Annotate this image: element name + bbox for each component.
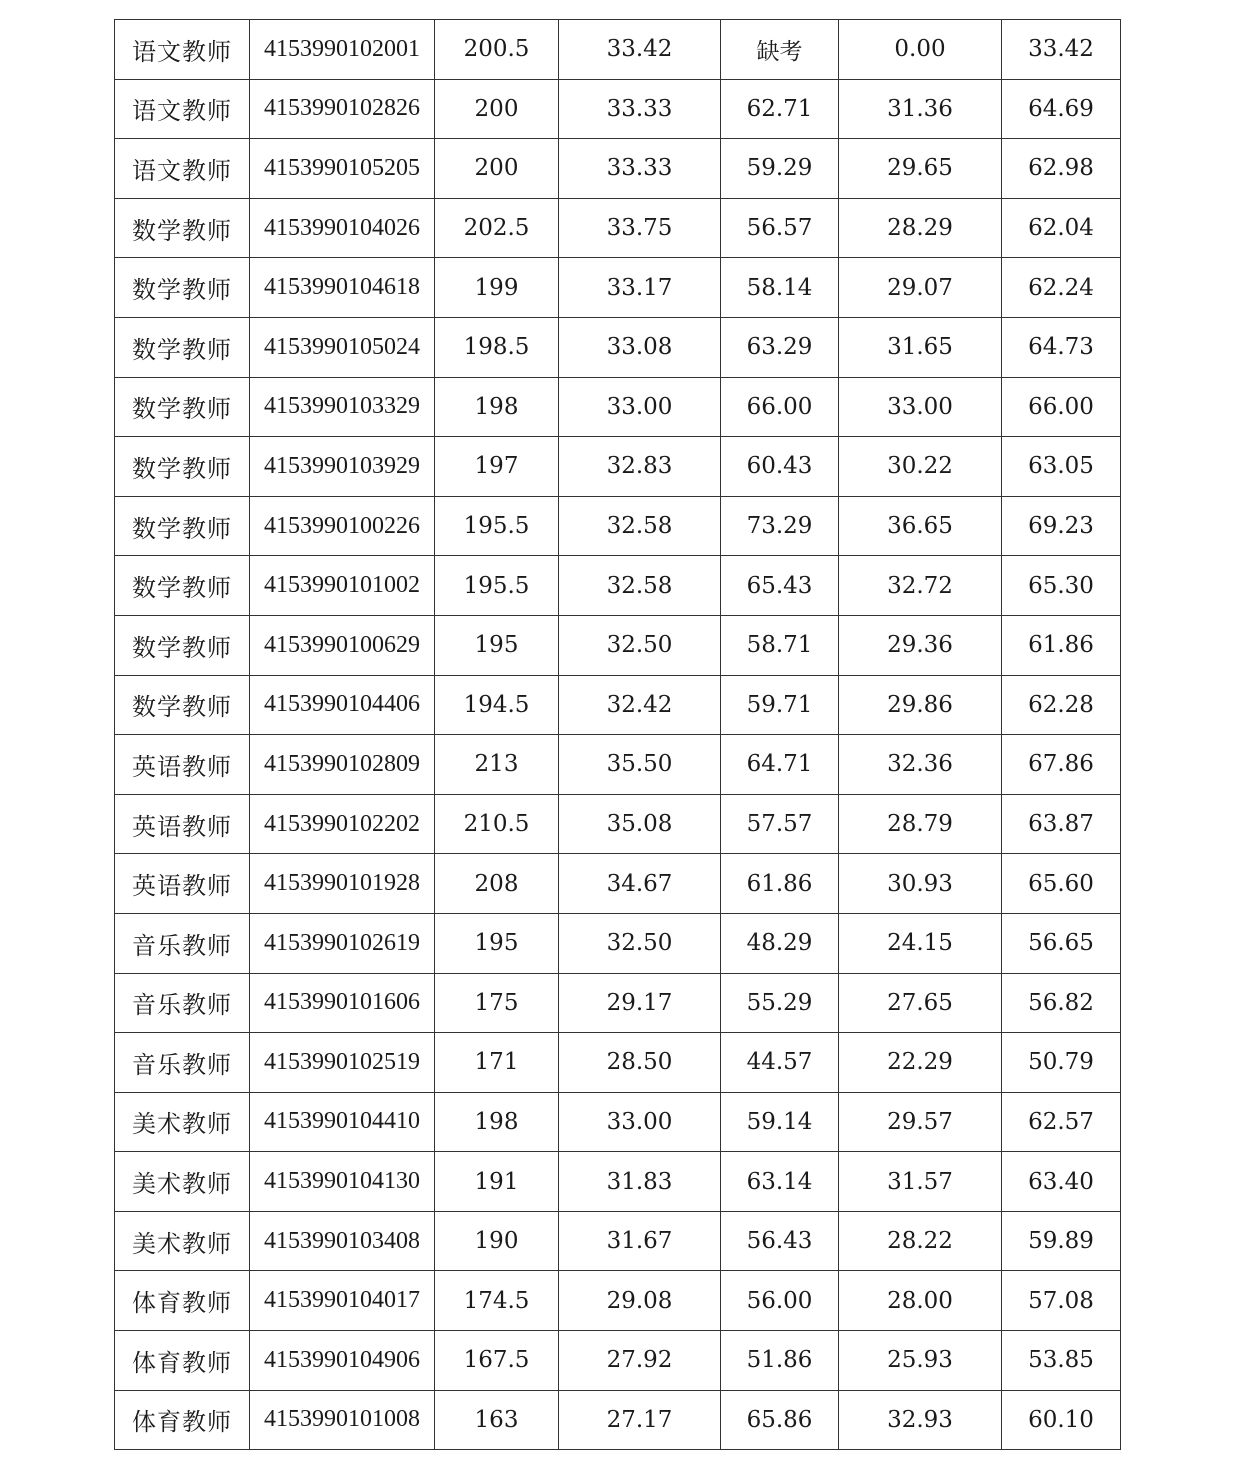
ticket-number-cell: 4153990101928 <box>250 854 435 914</box>
total-score-cell: 65.60 <box>1002 854 1121 914</box>
ticket-number-cell: 4153990103408 <box>250 1211 435 1271</box>
written-score-cell: 213 <box>435 735 559 795</box>
table-row <box>115 675 1121 735</box>
total-score-cell: 63.40 <box>1002 1152 1121 1212</box>
written-score-cell: 199 <box>435 258 559 318</box>
interview-weighted-cell: 22.29 <box>839 1033 1002 1093</box>
written-weighted-cell: 31.67 <box>559 1211 721 1271</box>
total-score-cell: 33.42 <box>1002 20 1121 80</box>
interview-weighted-cell: 28.79 <box>839 794 1002 854</box>
table-row <box>115 377 1121 437</box>
ticket-number-cell: 4153990100629 <box>250 615 435 675</box>
interview-weighted-cell: 29.36 <box>839 615 1002 675</box>
ticket-number-cell: 4153990104410 <box>250 1092 435 1152</box>
ticket-number-cell: 4153990105024 <box>250 317 435 377</box>
table-row <box>115 1152 1121 1212</box>
score-table-body <box>115 20 1121 1450</box>
written-weighted-cell: 32.42 <box>559 675 721 735</box>
total-score-cell: 67.86 <box>1002 735 1121 795</box>
interview-score-cell: 55.29 <box>721 973 839 1033</box>
interview-score-cell: 44.57 <box>721 1033 839 1093</box>
written-score-cell: 210.5 <box>435 794 559 854</box>
total-score-cell: 59.89 <box>1002 1211 1121 1271</box>
position-cell: 数学教师 <box>115 496 250 556</box>
written-score-cell: 167.5 <box>435 1331 559 1391</box>
written-weighted-cell: 32.58 <box>559 496 721 556</box>
ticket-number-cell: 4153990101606 <box>250 973 435 1033</box>
written-weighted-cell: 32.50 <box>559 913 721 973</box>
written-score-cell: 200 <box>435 79 559 139</box>
position-cell: 数学教师 <box>115 556 250 616</box>
table-row <box>115 913 1121 973</box>
written-weighted-cell: 32.58 <box>559 556 721 616</box>
written-weighted-cell: 35.50 <box>559 735 721 795</box>
total-score-cell: 64.73 <box>1002 317 1121 377</box>
written-score-cell: 202.5 <box>435 198 559 258</box>
ticket-number-cell: 4153990104906 <box>250 1331 435 1391</box>
interview-weighted-cell: 32.72 <box>839 556 1002 616</box>
position-cell: 数学教师 <box>115 258 250 318</box>
interview-score-cell: 缺考 <box>721 20 839 80</box>
written-weighted-cell: 29.17 <box>559 973 721 1033</box>
interview-score-cell: 66.00 <box>721 377 839 437</box>
written-score-cell: 174.5 <box>435 1271 559 1331</box>
written-score-cell: 200 <box>435 139 559 199</box>
written-score-cell: 195 <box>435 913 559 973</box>
ticket-number-cell: 4153990102619 <box>250 913 435 973</box>
written-weighted-cell: 33.33 <box>559 139 721 199</box>
position-cell: 英语教师 <box>115 794 250 854</box>
interview-weighted-cell: 28.22 <box>839 1211 1002 1271</box>
position-cell: 音乐教师 <box>115 973 250 1033</box>
interview-weighted-cell: 29.07 <box>839 258 1002 318</box>
table-row <box>115 317 1121 377</box>
written-score-cell: 198.5 <box>435 317 559 377</box>
interview-score-cell: 63.29 <box>721 317 839 377</box>
written-weighted-cell: 31.83 <box>559 1152 721 1212</box>
written-weighted-cell: 33.75 <box>559 198 721 258</box>
written-weighted-cell: 28.50 <box>559 1033 721 1093</box>
written-score-cell: 190 <box>435 1211 559 1271</box>
interview-score-cell: 63.14 <box>721 1152 839 1212</box>
interview-weighted-cell: 36.65 <box>839 496 1002 556</box>
position-cell: 体育教师 <box>115 1390 250 1450</box>
table-row <box>115 437 1121 497</box>
interview-weighted-cell: 29.86 <box>839 675 1002 735</box>
table-row <box>115 1092 1121 1152</box>
table-row <box>115 735 1121 795</box>
position-cell: 体育教师 <box>115 1271 250 1331</box>
table-row <box>115 854 1121 914</box>
interview-score-cell: 48.29 <box>721 913 839 973</box>
interview-weighted-cell: 30.22 <box>839 437 1002 497</box>
written-score-cell: 195.5 <box>435 556 559 616</box>
ticket-number-cell: 4153990103929 <box>250 437 435 497</box>
written-score-cell: 197 <box>435 437 559 497</box>
table-row <box>115 20 1121 80</box>
interview-weighted-cell: 29.57 <box>839 1092 1002 1152</box>
written-weighted-cell: 33.00 <box>559 377 721 437</box>
table-row <box>115 1271 1121 1331</box>
written-score-cell: 208 <box>435 854 559 914</box>
table-row <box>115 1033 1121 1093</box>
interview-weighted-cell: 31.57 <box>839 1152 1002 1212</box>
interview-weighted-cell: 0.00 <box>839 20 1002 80</box>
ticket-number-cell: 4153990100226 <box>250 496 435 556</box>
interview-score-cell: 65.86 <box>721 1390 839 1450</box>
interview-score-cell: 56.00 <box>721 1271 839 1331</box>
written-score-cell: 171 <box>435 1033 559 1093</box>
total-score-cell: 60.10 <box>1002 1390 1121 1450</box>
written-score-cell: 194.5 <box>435 675 559 735</box>
total-score-cell: 69.23 <box>1002 496 1121 556</box>
total-score-cell: 66.00 <box>1002 377 1121 437</box>
total-score-cell: 64.69 <box>1002 79 1121 139</box>
position-cell: 数学教师 <box>115 377 250 437</box>
table-row <box>115 79 1121 139</box>
interview-weighted-cell: 29.65 <box>839 139 1002 199</box>
position-cell: 美术教师 <box>115 1092 250 1152</box>
written-score-cell: 163 <box>435 1390 559 1450</box>
ticket-number-cell: 4153990103329 <box>250 377 435 437</box>
interview-score-cell: 65.43 <box>721 556 839 616</box>
position-cell: 美术教师 <box>115 1211 250 1271</box>
table-row <box>115 973 1121 1033</box>
interview-score-cell: 51.86 <box>721 1331 839 1391</box>
interview-weighted-cell: 30.93 <box>839 854 1002 914</box>
table-row <box>115 258 1121 318</box>
ticket-number-cell: 4153990104406 <box>250 675 435 735</box>
total-score-cell: 56.65 <box>1002 913 1121 973</box>
table-row <box>115 1390 1121 1450</box>
position-cell: 音乐教师 <box>115 913 250 973</box>
interview-score-cell: 59.14 <box>721 1092 839 1152</box>
written-weighted-cell: 33.42 <box>559 20 721 80</box>
position-cell: 音乐教师 <box>115 1033 250 1093</box>
written-weighted-cell: 32.50 <box>559 615 721 675</box>
written-score-cell: 175 <box>435 973 559 1033</box>
written-score-cell: 198 <box>435 377 559 437</box>
position-cell: 英语教师 <box>115 735 250 795</box>
written-score-cell: 198 <box>435 1092 559 1152</box>
table-row <box>115 1331 1121 1391</box>
total-score-cell: 50.79 <box>1002 1033 1121 1093</box>
ticket-number-cell: 4153990104130 <box>250 1152 435 1212</box>
interview-weighted-cell: 31.65 <box>839 317 1002 377</box>
interview-score-cell: 61.86 <box>721 854 839 914</box>
ticket-number-cell: 4153990102202 <box>250 794 435 854</box>
total-score-cell: 57.08 <box>1002 1271 1121 1331</box>
position-cell: 数学教师 <box>115 437 250 497</box>
written-weighted-cell: 27.17 <box>559 1390 721 1450</box>
written-weighted-cell: 35.08 <box>559 794 721 854</box>
interview-weighted-cell: 32.93 <box>839 1390 1002 1450</box>
ticket-number-cell: 4153990102519 <box>250 1033 435 1093</box>
ticket-number-cell: 4153990104618 <box>250 258 435 318</box>
position-cell: 美术教师 <box>115 1152 250 1212</box>
table-row <box>115 139 1121 199</box>
interview-weighted-cell: 33.00 <box>839 377 1002 437</box>
score-table <box>114 19 1121 1450</box>
position-cell: 数学教师 <box>115 675 250 735</box>
interview-score-cell: 56.57 <box>721 198 839 258</box>
interview-weighted-cell: 24.15 <box>839 913 1002 973</box>
total-score-cell: 62.98 <box>1002 139 1121 199</box>
position-cell: 语文教师 <box>115 79 250 139</box>
ticket-number-cell: 4153990102001 <box>250 20 435 80</box>
written-weighted-cell: 34.67 <box>559 854 721 914</box>
ticket-number-cell: 4153990104026 <box>250 198 435 258</box>
interview-score-cell: 57.57 <box>721 794 839 854</box>
position-cell: 语文教师 <box>115 20 250 80</box>
interview-weighted-cell: 27.65 <box>839 973 1002 1033</box>
interview-score-cell: 73.29 <box>721 496 839 556</box>
position-cell: 数学教师 <box>115 615 250 675</box>
table-row <box>115 794 1121 854</box>
position-cell: 数学教师 <box>115 317 250 377</box>
written-score-cell: 200.5 <box>435 20 559 80</box>
ticket-number-cell: 4153990104017 <box>250 1271 435 1331</box>
interview-weighted-cell: 32.36 <box>839 735 1002 795</box>
written-weighted-cell: 33.00 <box>559 1092 721 1152</box>
total-score-cell: 56.82 <box>1002 973 1121 1033</box>
written-weighted-cell: 33.17 <box>559 258 721 318</box>
interview-score-cell: 58.14 <box>721 258 839 318</box>
table-row <box>115 615 1121 675</box>
ticket-number-cell: 4153990102809 <box>250 735 435 795</box>
position-cell: 体育教师 <box>115 1331 250 1391</box>
table-row <box>115 1211 1121 1271</box>
written-weighted-cell: 27.92 <box>559 1331 721 1391</box>
written-weighted-cell: 29.08 <box>559 1271 721 1331</box>
total-score-cell: 63.87 <box>1002 794 1121 854</box>
total-score-cell: 61.86 <box>1002 615 1121 675</box>
interview-score-cell: 62.71 <box>721 79 839 139</box>
interview-score-cell: 58.71 <box>721 615 839 675</box>
written-score-cell: 191 <box>435 1152 559 1212</box>
ticket-number-cell: 4153990105205 <box>250 139 435 199</box>
written-weighted-cell: 32.83 <box>559 437 721 497</box>
total-score-cell: 62.28 <box>1002 675 1121 735</box>
written-weighted-cell: 33.08 <box>559 317 721 377</box>
table-row <box>115 198 1121 258</box>
interview-weighted-cell: 28.29 <box>839 198 1002 258</box>
total-score-cell: 65.30 <box>1002 556 1121 616</box>
position-cell: 语文教师 <box>115 139 250 199</box>
total-score-cell: 53.85 <box>1002 1331 1121 1391</box>
table-row <box>115 556 1121 616</box>
written-score-cell: 195 <box>435 615 559 675</box>
position-cell: 数学教师 <box>115 198 250 258</box>
table-row <box>115 496 1121 556</box>
interview-weighted-cell: 28.00 <box>839 1271 1002 1331</box>
interview-weighted-cell: 25.93 <box>839 1331 1002 1391</box>
interview-score-cell: 59.71 <box>721 675 839 735</box>
total-score-cell: 63.05 <box>1002 437 1121 497</box>
interview-score-cell: 60.43 <box>721 437 839 497</box>
interview-score-cell: 59.29 <box>721 139 839 199</box>
interview-score-cell: 64.71 <box>721 735 839 795</box>
interview-score-cell: 56.43 <box>721 1211 839 1271</box>
ticket-number-cell: 4153990101008 <box>250 1390 435 1450</box>
total-score-cell: 62.24 <box>1002 258 1121 318</box>
written-weighted-cell: 33.33 <box>559 79 721 139</box>
ticket-number-cell: 4153990101002 <box>250 556 435 616</box>
ticket-number-cell: 4153990102826 <box>250 79 435 139</box>
interview-weighted-cell: 31.36 <box>839 79 1002 139</box>
total-score-cell: 62.57 <box>1002 1092 1121 1152</box>
written-score-cell: 195.5 <box>435 496 559 556</box>
total-score-cell: 62.04 <box>1002 198 1121 258</box>
position-cell: 英语教师 <box>115 854 250 914</box>
